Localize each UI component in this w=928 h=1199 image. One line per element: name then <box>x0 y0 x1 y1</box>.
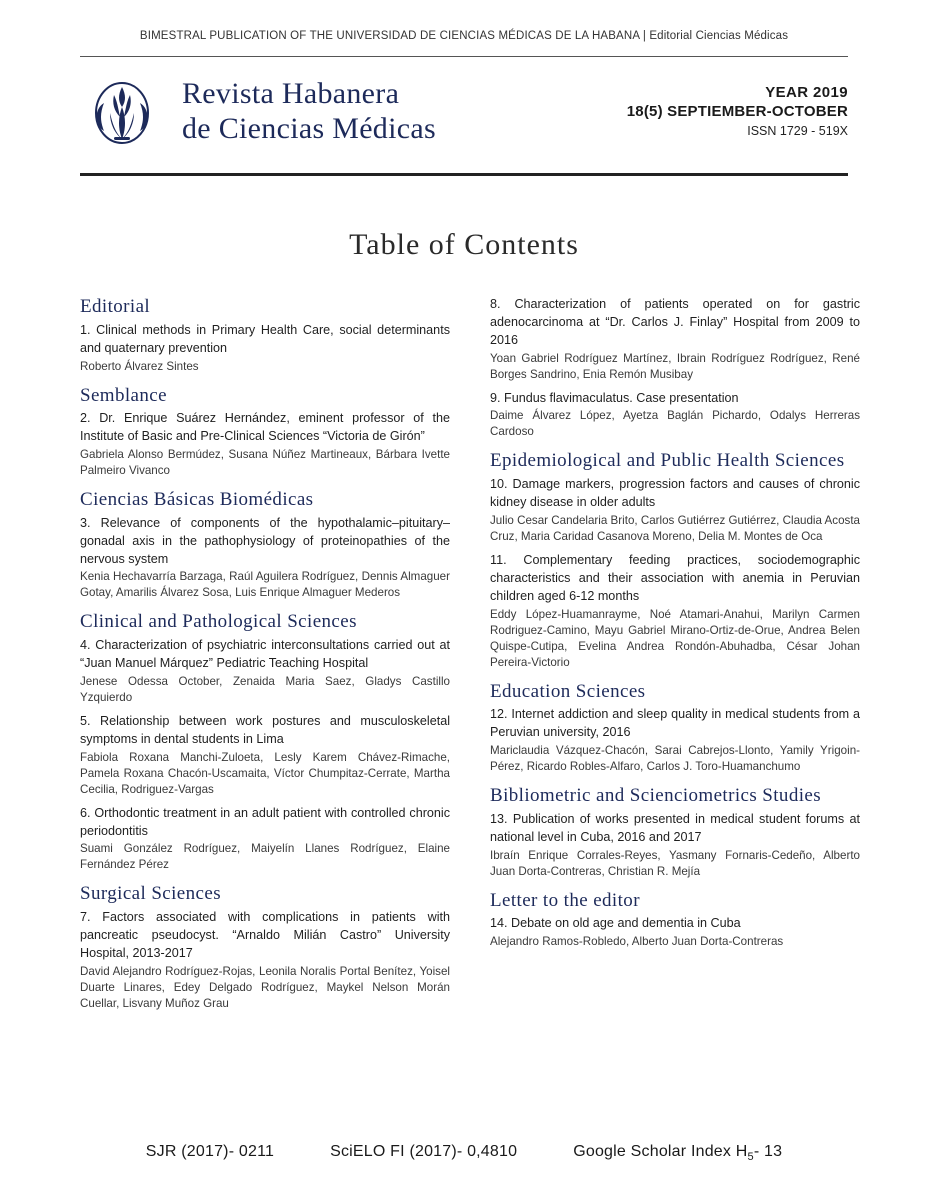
metric-google-scholar-sub: 5 <box>747 1151 754 1163</box>
toc-entry[interactable] <box>490 915 860 950</box>
toc-entry-title[interactable]: 7. Factors associated with complications in patients with pancreatic pseudocyst. “Arnaldo Milián Castro” University Hospital, 2013-2017 <box>80 910 450 960</box>
toc-entry-authors: Fabiola Roxana Manchi-Zuloeta, Lesly Karem Chávez-Rimache, Pamela Roxana Chacón-Uscamaita, Víctor Chumpitaz-Cerrate, Martha Cecilia, Rodriguez-Vargas <box>80 750 450 796</box>
issue-info <box>627 84 848 138</box>
toc-entry-title[interactable]: 2. Dr. Enrique Suárez Hernández, eminent professor of the Institute of Basic and Pre-Clinical Sciences “Victoria de Girón” <box>80 411 450 444</box>
toc-entry-title[interactable]: 5. Relationship between work postures and musculoskeletal symptoms in dental students in Lima <box>80 713 450 746</box>
toc-left-column <box>80 296 450 1019</box>
toc-entry-authors: Suami González Rodríguez, Maiyelín Llanes Rodríguez, Elaine Fernández Pérez <box>80 842 450 872</box>
toc-entry-title[interactable]: 1. Clinical methods in Primary Health Care, social determinants and quaternary prevention <box>80 322 450 355</box>
toc-entry-authors: Kenia Hechavarría Barzaga, Raúl Aguilera Rodríguez, Dennis Almaguer Gotay, Amarilis Álvarez Sosa, Luis Enrique Almaguer Mederos <box>80 570 450 600</box>
journal-crest-logo <box>84 73 160 149</box>
toc-entry[interactable] <box>490 476 860 545</box>
toc-entry[interactable] <box>80 805 450 874</box>
metric-google-scholar-pre: Google Scholar Index H <box>573 1142 748 1160</box>
journal-title-line-1: Revista Habanera <box>182 76 400 110</box>
metric-scielo: SciELO FI (2017)- 0,4810 <box>330 1142 518 1160</box>
metrics-footer <box>0 1143 928 1163</box>
journal-title <box>182 76 436 147</box>
toc-section-heading: Semblance <box>80 384 167 406</box>
toc-entry[interactable] <box>80 713 450 798</box>
toc-section-heading: Surgical Sciences <box>80 883 221 905</box>
toc-section-heading: Clinical and Pathological Sciences <box>80 611 357 633</box>
toc-entry-authors: Gabriela Alonso Bermúdez, Susana Núñez Martineaux, Bárbara Ivette Palmeiro Vivanco <box>80 448 450 478</box>
metric-google-scholar <box>573 1143 782 1163</box>
issue-number: 18(5) SEPTIEMBER-OCTOBER <box>626 103 848 120</box>
toc-section-heading: Letter to the editor <box>490 889 640 911</box>
toc-entry-title[interactable]: 14. Debate on old age and dementia in Cuba <box>490 916 741 931</box>
toc-entry-title[interactable]: 4. Characterization of psychiatric interconsultations carried out at “Juan Manuel Márquez” Pediatric Teaching Hospital <box>80 638 450 671</box>
toc-entry-authors: Julio Cesar Candelaria Brito, Carlos Gutiérrez Gutiérrez, Claudia Acosta Cruz, Maria Caridad Casanova Moreno, Delia M. Montes de Oca <box>490 513 860 543</box>
page-title: Table of Contents <box>349 228 579 261</box>
toc-entry[interactable] <box>490 296 860 383</box>
toc-entry-title[interactable]: 8. Characterization of patients operated on for gastric adenocarcinoma at “Dr. Carlos J. Finlay” Hospital from 2009 to 2016 <box>490 297 860 347</box>
publisher-banner: BIMESTRAL PUBLICATION OF THE UNIVERSIDAD DE CIENCIAS MÉDICAS DE LA HABANA | Editorial Ciencias Médicas <box>139 30 789 42</box>
toc-entry[interactable] <box>80 515 450 602</box>
toc-section-heading: Ciencias Básicas Biomédicas <box>80 489 314 511</box>
toc-entry-title[interactable]: 3. Relevance of components of the hypothalamic–pituitary–gonadal axis in the pathophysiology of proteinopathies of the nervous system <box>80 515 450 566</box>
masthead <box>80 57 848 161</box>
toc-entry[interactable] <box>490 552 860 671</box>
toc-entry-title[interactable]: 11. Complementary feeding practices, sociodemographic characteristics and their association with anemia in Peruvian children aged 6-12 months <box>490 552 860 603</box>
toc-entry-authors: Mariclaudia Vázquez-Chacón, Sarai Cabrejos-Llonto, Yamily Yrigoin-Pérez, Ricardo Robles-Alfaro, Carlos J. Toro-Huamanchumo <box>490 744 860 774</box>
toc-columns <box>80 296 860 1019</box>
toc-section-heading: Epidemiological and Public Health Sciences <box>490 450 845 472</box>
toc-entry-title[interactable]: 13. Publication of works presented in medical student forums at national level in Cuba, 2016 and 2017 <box>490 811 860 844</box>
toc-section-heading: Bibliometric and Scienciometrics Studies <box>490 785 822 807</box>
toc-entry-title[interactable]: 9. Fundus flavimaculatus. Case presentation <box>490 390 739 405</box>
toc-section-heading: Education Sciences <box>490 680 646 702</box>
toc-entry[interactable] <box>490 706 860 775</box>
toc-entry[interactable] <box>80 322 450 375</box>
metric-google-scholar-post: - 13 <box>753 1142 783 1160</box>
toc-entry-authors: David Alejandro Rodríguez-Rojas, Leonila Noralis Portal Benítez, Yoisel Duarte Linares, Edey Delgado Rodríguez, Maykel Nelson Morán Cuellar, Lisvany Muñoz Grau <box>80 964 450 1010</box>
toc-entry-title[interactable]: 6. Orthodontic treatment in an adult patient with controlled chronic periodontitis <box>80 805 450 838</box>
masthead-divider <box>80 173 848 176</box>
toc-entry-authors: Ibraín Enrique Corrales-Reyes, Yasmany Fornaris-Cedeño, Alberto Juan Dorta-Contreras, Christian R. Mejía <box>490 848 860 878</box>
issue-year: YEAR 2019 <box>765 84 848 101</box>
toc-entry-authors: Eddy López-Huamanrayme, Noé Atamari-Anahui, Marilyn Carmen Rodriguez-Camino, Mayu Gabriel Mirano-Ortiz-de-Orue, Andrea Belen Quispe-Cutipa, Evelina Andrea Rondón-Abuhadba, César Johan Pereira-Victorio <box>490 607 860 669</box>
toc-entry[interactable] <box>80 637 450 706</box>
toc-entry[interactable] <box>490 390 860 441</box>
metric-sjr: SJR (2017)- 0211 <box>145 1142 275 1160</box>
toc-entry-authors: Alejandro Ramos-Robledo, Alberto Juan Dorta-Contreras <box>490 935 784 949</box>
toc-entry-authors: Daime Álvarez López, Ayetza Baglán Pichardo, Odalys Herreras Cardoso <box>490 409 860 439</box>
toc-entry-authors: Roberto Álvarez Sintes <box>80 359 199 373</box>
toc-right-column <box>490 296 860 1019</box>
toc-section-heading: Editorial <box>80 296 151 317</box>
issn-value: ISSN 1729 - 519X <box>747 124 848 138</box>
toc-entry[interactable] <box>80 410 450 479</box>
toc-entry-title[interactable]: 12. Internet addiction and sleep quality in medical students from a Peruvian university, 2016 <box>490 707 860 740</box>
toc-entry-authors: Yoan Gabriel Rodríguez Martínez, Ibrain Rodríguez Rodríguez, René Borges Sandrino, Enia Remón Musibay <box>490 351 860 381</box>
toc-entry-authors: Jenese Odessa October, Zenaida Maria Saez, Gladys Castillo Yzquierdo <box>80 674 450 704</box>
toc-entry[interactable] <box>490 811 860 880</box>
toc-entry[interactable] <box>80 909 450 1012</box>
journal-title-line-2: de Ciencias Médicas <box>182 112 436 145</box>
toc-entry-title[interactable]: 10. Damage markers, progression factors and causes of chronic kidney disease in older adults <box>490 477 860 510</box>
